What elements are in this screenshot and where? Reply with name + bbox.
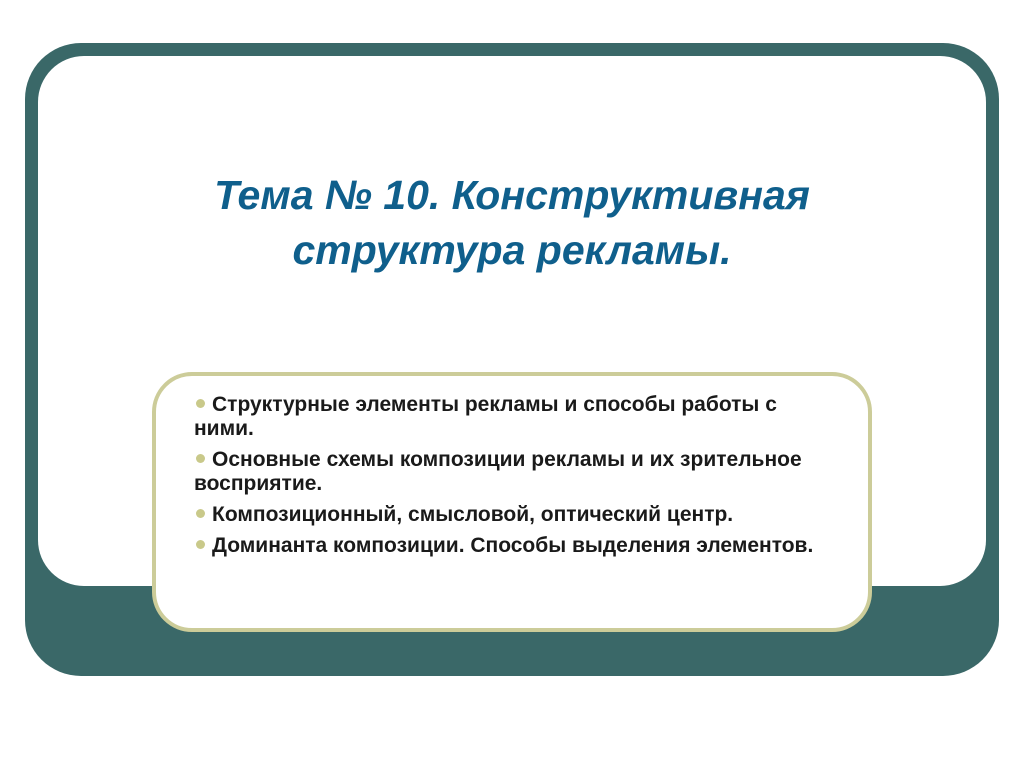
title-line-1: Тема № 10. Конструктивная: [214, 172, 810, 218]
bullet-dot-icon: [196, 540, 205, 549]
bullet-text: Доминанта композиции. Способы выделения элементов.: [212, 534, 814, 557]
bullet-item: [194, 503, 832, 527]
bullet-item: [194, 393, 832, 441]
bullet-text: Основные схемы композиции рекламы и их зрительное восприятие.: [194, 448, 802, 495]
bullet-list: [194, 393, 832, 558]
bullet-text: Структурные элементы рекламы и способы работы с ними.: [194, 393, 777, 440]
bullet-item: [194, 534, 832, 558]
title-line-2: структура рекламы.: [292, 227, 732, 273]
content-box: [152, 372, 872, 632]
bullet-item: [194, 448, 832, 496]
slide-title: [130, 168, 894, 278]
bullet-dot-icon: [196, 454, 205, 463]
bullet-text: Композиционный, смысловой, оптический центр.: [212, 503, 734, 526]
bullet-dot-icon: [196, 399, 205, 408]
bullet-dot-icon: [196, 509, 205, 518]
